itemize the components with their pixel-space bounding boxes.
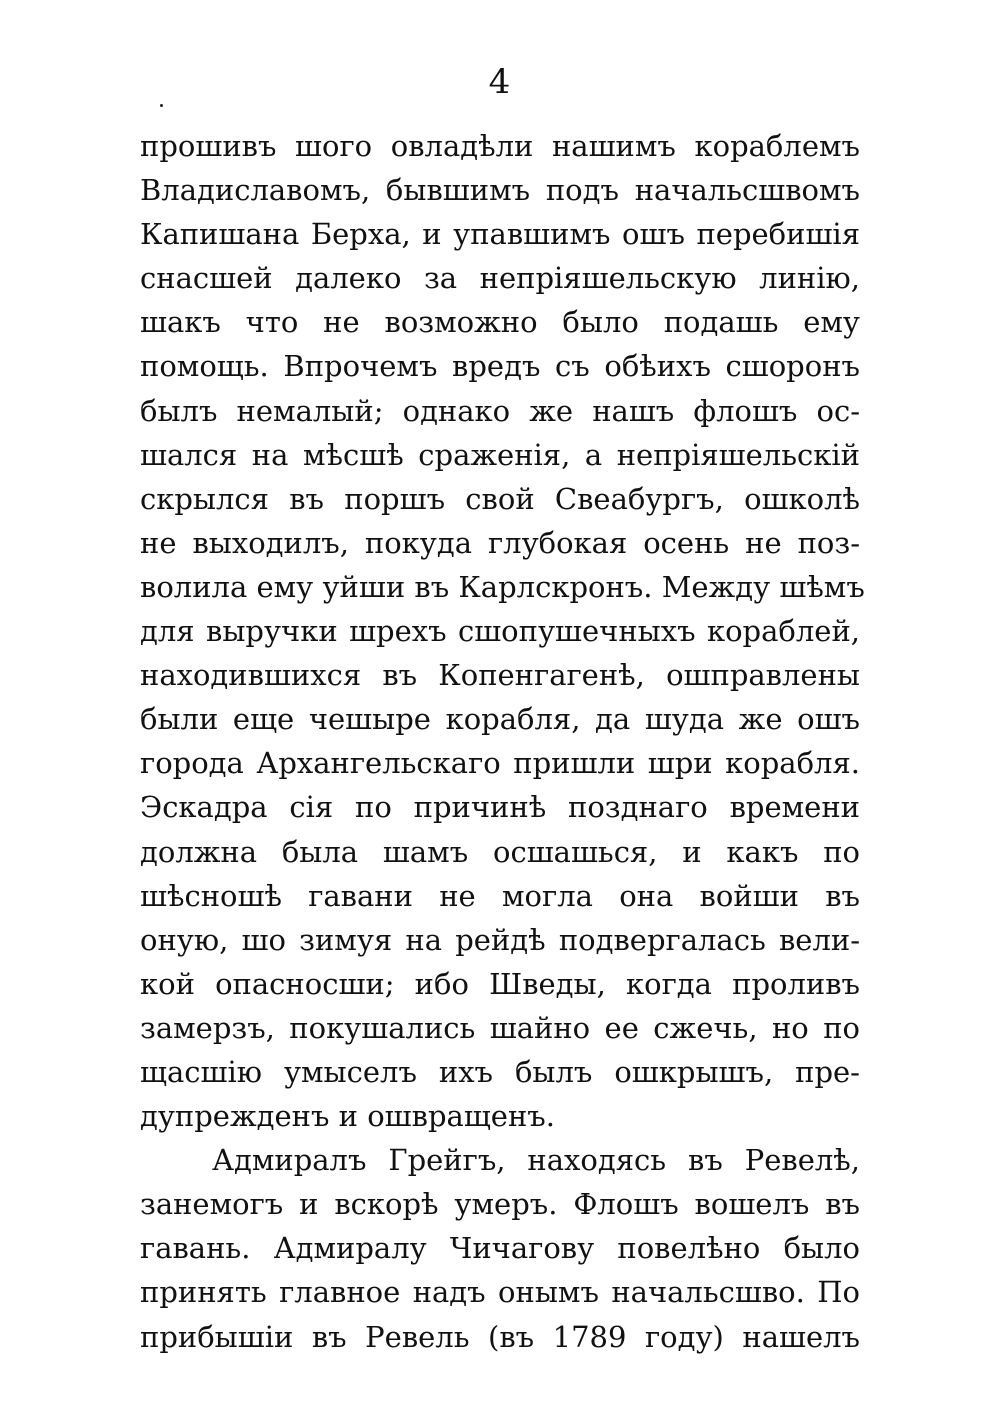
- text-line: Капишана Берха, и упавшимъ ошъ перебишія: [140, 217, 860, 252]
- body-text: [140, 124, 865, 1359]
- text-line: шѣсношѣ гавани не могла она войши въ: [140, 878, 860, 913]
- text-line: для выручки шрехъ сшопушечныхъ кораблей,: [140, 614, 860, 649]
- text-line: щасшію умыселъ ихъ былъ ошкрышъ, пре-: [140, 1054, 860, 1089]
- text-line: занемогъ и вскорѣ умеръ. Флошъ вошелъ въ: [140, 1187, 860, 1222]
- text-line: Адмиралъ Грейгъ, находясь въ Ревелѣ,: [212, 1143, 860, 1178]
- text-line: гавань. Адмиралу Чичагову повелѣно было: [140, 1231, 860, 1266]
- ink-speck: [160, 104, 163, 107]
- text-line: шакъ что не возможно было подашь ему: [140, 305, 860, 340]
- text-line: находившихся въ Копенгагенѣ, ошправлены: [140, 658, 860, 693]
- paragraph-1: [140, 124, 865, 1138]
- text-line: оную, шо зимуя на рейдѣ подвергалась вели-: [140, 922, 860, 957]
- text-line: волила ему уйши въ Карлскронъ. Между шѣмъ: [140, 569, 865, 604]
- text-line: должна была шамъ осшашься, и какъ по: [140, 834, 860, 869]
- text-line: дупрежденъ и ошвращенъ.: [140, 1099, 555, 1134]
- text-line: шался на мѣсшѣ сраженія, а непріяшельскій: [140, 437, 860, 472]
- text-line: былъ немалый; однако же нашъ флошъ ос-: [140, 393, 860, 428]
- text-line: кой опасносши; ибо Шведы, когда проливъ: [140, 966, 860, 1001]
- text-line: были еще чешыре корабля, да шуда же ошъ: [140, 702, 860, 737]
- page-number: 4: [488, 62, 512, 102]
- text-line: Владиславомъ, бывшимъ подъ начальсшвомъ: [140, 173, 860, 208]
- text-line: принять главное надъ онымъ начальсшво. По: [140, 1275, 860, 1310]
- text-line: снасшей далеко за непріяшельскую линію,: [140, 261, 860, 296]
- text-line: замерзъ, покушались шайно ее сжечь, но по: [140, 1010, 860, 1045]
- text-line: прибышіи въ Ревель (въ 1789 году) нашелъ: [140, 1319, 860, 1354]
- text-line: Эскадра сія по причинѣ позднаго времени: [140, 790, 860, 825]
- text-line: скрылся въ поршъ свой Свеабургъ, ошколѣ: [140, 481, 860, 516]
- text-line: прошивъ шого овладѣли нашимъ кораблемъ: [140, 129, 860, 163]
- text-line: не выходилъ, покуда глубокая осень не поз-: [140, 525, 860, 560]
- text-line: помощь. Впрочемъ вредъ съ обѣихъ сшоронъ: [140, 349, 860, 384]
- paragraph-2: [140, 1138, 860, 1358]
- text-line: города Архангельскаго пришли шри корабля.: [140, 746, 860, 781]
